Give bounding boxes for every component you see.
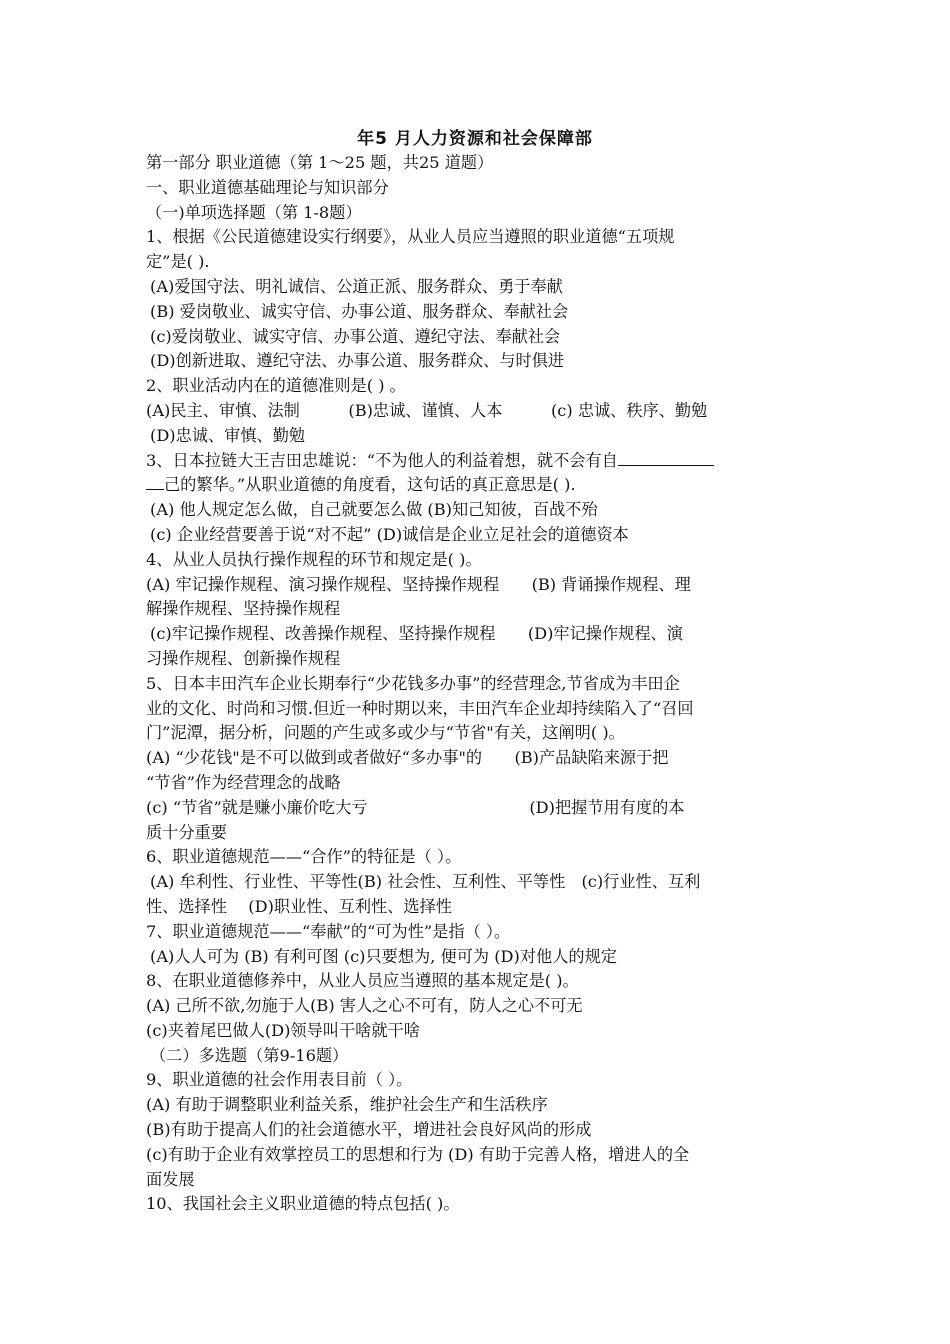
text-line: 7、职业道德规范——“奉献”的“可为性”是指（ ）。	[146, 921, 511, 941]
text-line: 质十分重要	[146, 822, 227, 842]
text-line: (c)牢记操作规程、改善操作规程、坚持操作规程 (D)牢记操作规程、演	[150, 624, 683, 644]
text-line: 定”是( ).	[146, 252, 210, 272]
text-line: (c)有助于企业有效掌控员工的思想和行为 (D) 有助于完善人格，增进人的全	[146, 1144, 690, 1164]
text-line: 10、我国社会主义职业道德的特点包括( )。	[146, 1194, 460, 1214]
text-line: (B) 爱岗敬业、诚实守信、办事公道、服务群众、奉献社会	[150, 301, 569, 321]
text-line: （一)单项选择题（第 1-8题）	[146, 202, 362, 222]
text-line: 面发展	[146, 1169, 195, 1189]
text-line: 习操作规程、创新操作规程	[146, 648, 341, 668]
text-line: (c) 企业经营要善于说“对不起” (D)诚信是企业立足社会的道德资本	[150, 524, 629, 544]
text-line: 2、职业活动内在的道德准则是( ) 。	[146, 376, 406, 396]
text-line	[146, 449, 810, 474]
text-line: 6、职业道德规范——“合作”的特征是（ ）。	[146, 847, 462, 867]
blank-underline	[618, 449, 714, 466]
text-line: (A) 牢记操作规程、演习操作规程、坚持操作规程 (B) 背诵操作规程、理	[146, 574, 691, 594]
text-line: 一、职业道德基础理论与知识部分	[146, 177, 389, 197]
text-line: (A) 己所不欲,勿施于人(B) 害人之心不可有，防人之心不可无	[146, 996, 583, 1016]
text-line: (A) “少花钱"是不可以做到或者做好“多办事"的 (B)产品缺陷来源于把	[146, 748, 669, 768]
text-line: 业的文化、时尚和习惯.但近一种时期以来，丰田汽车企业却持续陷入了“召回	[146, 698, 694, 718]
text-line	[146, 473, 810, 498]
text-line: (c)夹着尾巴做人(D)领导叫干啥就干啥	[146, 1020, 420, 1040]
text-line: (D)忠诚、审慎、勤勉	[150, 425, 306, 445]
text-line: (c)爱岗敬业、诚实守信、办事公道、遵纪守法、奉献社会	[150, 326, 561, 346]
document-title: 年5 月人力资源和社会保障部	[357, 129, 593, 149]
text-line: (D)创新进取、遵纪守法、办事公道、服务群众、与时俱进	[150, 351, 565, 371]
question-text: 己的繁华。”从职业道德的角度看，这句话的真正意思是( ).	[164, 475, 576, 495]
text-line: 第一部分 职业道德（第 1～25 题，共25 道题）	[146, 153, 494, 172]
text-line: (c) “节省”就是赚小廉价吃大亏 (D)把握节用有度的本	[146, 797, 685, 817]
text-line: (B)有助于提高人们的社会道德水平，增进社会良好风尚的形成	[146, 1120, 592, 1140]
question-text: 3、日本拉链大王吉田忠雄说：“不为他人的利益着想，就不会有自	[146, 450, 618, 470]
document-body	[146, 151, 810, 1217]
text-line: 5、日本丰田汽车企业长期奉行“少花钱多办事”的经营理念,节省成为丰田企	[146, 673, 680, 693]
blank-underline	[146, 473, 164, 490]
text-line: (A)人人可为 (B) 有利可图 (c)只要想为, 便可为 (D)对他人的规定	[150, 946, 617, 966]
text-line: 性、选择性 (D)职业性、互利性、选择性	[146, 896, 452, 916]
text-line: (A) 他人规定怎么做，自己就要怎么做 (B)知己知彼，百战不殆	[150, 500, 598, 520]
text-line: 9、职业道德的社会作用表目前（ ）。	[146, 1070, 413, 1090]
text-line: (A) 牟利性、行业性、平等性(B) 社会性、互利性、平等性 (c)行业性、互利	[150, 872, 701, 892]
text-line: （二）多选题（第9-16题）	[150, 1045, 349, 1065]
text-line: (A)爱国守法、明礼诚信、公道正派、服务群众、勇于奉献	[150, 276, 563, 296]
text-line: (A)民主、审慎、法制 (B)忠诚、谨慎、人本 (c) 忠诚、秩序、勤勉	[146, 400, 708, 420]
text-line: 4、从业人员执行操作规程的环节和规定是( )。	[146, 549, 482, 569]
text-line: 1、根据《公民道德建设实行纲要》，从业人员应当遵照的职业道德“五项规	[146, 227, 675, 247]
text-line: (A) 有助于调整职业利益关系，维护社会生产和生活秩序	[146, 1095, 548, 1115]
text-line: 解操作规程、坚持操作规程	[146, 599, 341, 619]
text-line: 8、在职业道德修养中，从业人员应当遵照的基本规定是( )。	[146, 971, 579, 991]
text-line: 门”泥潭，据分析，问题的产生或多或少与“节省"有关，这阐明( )。	[146, 723, 625, 743]
text-line: “节省”作为经营理念的战略	[146, 772, 341, 792]
